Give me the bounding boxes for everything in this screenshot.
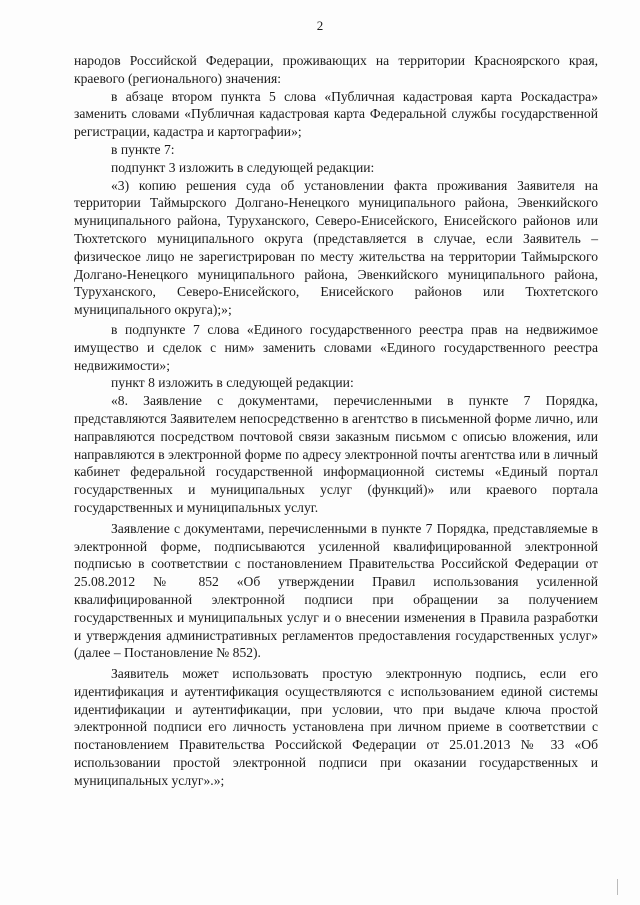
paragraph-amendment-point-5: в абзаце втором пункта 5 слова «Публичная кадастровая карта Роскадастра» заменить словами «Публичная кадастровая карта Федеральной службы государственной регистрации, кадастра и картографии»; (74, 88, 598, 140)
paragraph-point-8-text: «8. Заявление с документами, перечисленными в пункте 7 Порядка, представляются Заявителем непосредственно в агентство в письменной форме лично, или направляются посредством почтовой связи заказным письмом с описью вложения, или направляются в электронной форме по адресу электронной почты агентства или в личный кабинет федеральной государственной информационной системы «Единый портал государственных и муниципальных услуг (функций)» или краевого портала государственных и муниципальных услуг. (74, 393, 598, 515)
paragraph-subpoint-3-text: «3) копию решения суда об установлении факта проживания Заявителя на территории Таймырского Долгано-Ненецкого муниципального района, Эвенкийского муниципального района, Туруханского, Северо-Енисейского, Енисейского районов или Тюхтетского муниципального округа (представляется в случае, если Заявитель – физическое лицо не зарегистрирован по месту жительства на территории Таймырского Долгано-Ненецкого муниципального района, Эвенкийского муниципального района, Туруханского, Северо-Енисейского, Енисейского районов или Тюхтетского муниципального округа);»; (74, 177, 598, 318)
paragraph-point-7-heading: в пункте 7: (111, 141, 175, 157)
scan-artifact-mark (617, 879, 618, 895)
document-body (74, 52, 598, 790)
paragraph-continuation: народов Российской Федерации, проживающих на территории Красноярского края, краевого (регионального) значения: (74, 53, 598, 86)
paragraph-subpoint-7-amendment: в подпункте 7 слова «Единого государственного реестра прав на недвижимое имущество и сделок с ним» заменить словами «Единого государственного реестра недвижимости»; (74, 321, 598, 373)
paragraph-simple-signature: Заявитель может использовать простую электронную подпись, если его идентификация и аутентификация осуществляются с использованием единой системы идентификации и аутентификации, при условии, что при выдаче ключа простой электронной подписи его личность установлена при личном приеме в соответствии с постановлением Правительства Российской Федерации от 25.01.2013 № 33 «Об использовании простой электронной подписи при оказании государственных и муниципальных услуг».»; (74, 666, 598, 788)
page-number: 2 (316, 18, 324, 33)
paragraph-electronic-signature: Заявление с документами, перечисленными в пункте 7 Порядка, представляемые в электронной форме, подписываются усиленной квалифицированной электронной подписью в соответствии с постановлением Правительства Российской Федерации от 25.08.2012 № 852 «Об утверждении Правил использования усиленной квалифицированной электронной подписи при обращении за получением государственных и муниципальных услуг и о внесении изменения в Правила разработки и утверждения административных регламентов предоставления государственных услуг» (далее – Постановление № 852). (74, 520, 598, 661)
paragraph-point-8-intro: пункт 8 изложить в следующей редакции: (111, 375, 354, 391)
paragraph-subpoint-3-intro: подпункт 3 изложить в следующей редакции: (111, 159, 375, 175)
